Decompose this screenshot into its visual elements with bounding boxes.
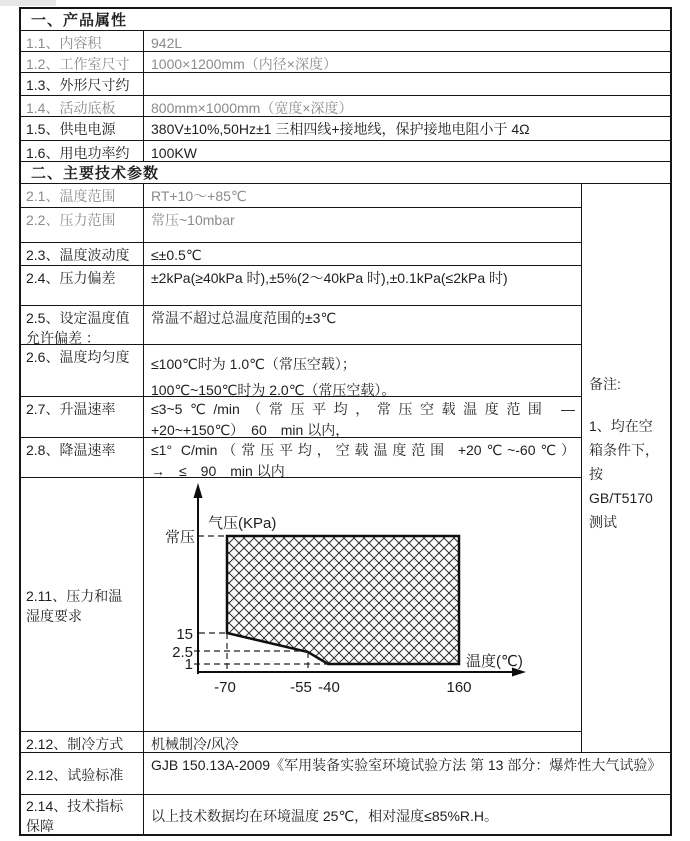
table-row xyxy=(21,731,581,752)
table-row xyxy=(21,752,670,794)
section2-header: 二、主要技术参数 xyxy=(21,161,670,183)
row-1-1-value: 942L xyxy=(151,35,183,51)
row-1-2-label: 1.2、工作室尺寸 xyxy=(21,52,144,72)
row-2-2-label: 2.2、压力范围 xyxy=(21,208,144,242)
row-1-6-value: 100KW xyxy=(151,145,197,161)
row-2-8-value xyxy=(144,438,581,477)
table-row xyxy=(21,184,581,207)
x-tick-minus40: -40 xyxy=(318,679,340,696)
table-row xyxy=(21,305,581,344)
row-2-3-label: 2.3、温度波动度 xyxy=(21,243,144,265)
remarks-title: 备注: xyxy=(589,376,621,392)
table-row xyxy=(21,51,670,72)
row-2-5-value: 常温不超过总温度范围的±3℃ xyxy=(151,310,337,326)
value-line: 100℃~150℃时为 2.0℃（常压空载）。 xyxy=(151,382,396,398)
operating-envelope-region xyxy=(227,536,459,664)
remark-line: 1、均在空 xyxy=(589,418,653,434)
x-tick-minus55: -55 xyxy=(290,679,312,696)
row-2-12b-value: GJB 150.13A-2009《军用装备实验室环境试验方法 第 13 部分：爆炸性大气试验》 xyxy=(151,757,662,773)
remark-line: 测试 xyxy=(589,514,617,530)
table-row xyxy=(21,30,670,51)
table-row xyxy=(21,265,581,305)
remarks-cell xyxy=(581,184,670,752)
row-1-2-value: 1000×1200mm（内径×深度） xyxy=(151,56,337,72)
section2-body xyxy=(21,183,670,752)
y-tick-normal-pressure: 常压 xyxy=(164,529,195,546)
section1-header: 一、产品属性 xyxy=(31,12,128,29)
table-row xyxy=(21,72,670,95)
label-line: 2.11、压力和温 xyxy=(26,587,123,604)
spec-table xyxy=(19,7,672,836)
table-row xyxy=(21,344,581,396)
row-2-3-value: ≤±0.5℃ xyxy=(151,247,202,263)
remark-line: 箱条件下， xyxy=(589,442,659,458)
row-2-5-label xyxy=(21,306,144,344)
label-line: 允许偏差 ： xyxy=(26,330,100,346)
label-line: 湿度要求 xyxy=(26,607,82,624)
x-tick-minus70: -70 xyxy=(214,679,236,696)
row-1-4-value: 800mm×1000mm（宽度×深度） xyxy=(151,100,353,116)
table-row xyxy=(21,794,670,834)
row-2-4-value: ±2kPa(≥40kPa 时),±5%(2～40kPa 时),±0.1kPa(≤2kPa 时) xyxy=(151,270,508,286)
row-2-11-label xyxy=(21,478,144,731)
row-1-5-label: 1.5、供电电源 xyxy=(21,117,144,140)
row-2-2-value: 常压~10mbar xyxy=(151,212,235,228)
value-line: +20~+150℃） 60 min 以内， xyxy=(151,422,350,438)
row-1-1-label: 1.1、内容积 xyxy=(21,31,144,51)
row-2-4-label: 2.4、压力偏差 xyxy=(21,266,144,305)
y-tick-1: 1 xyxy=(184,656,193,673)
row-1-6-label: 1.6、用电功率约 xyxy=(21,141,144,161)
row-2-12a-label: 2.12、制冷方式 xyxy=(21,732,144,752)
row-1-3-value xyxy=(144,73,670,95)
row-2-1-label: 2.1、温度范围 xyxy=(21,184,144,207)
row-2-12a-value: 机械制冷/风冷 xyxy=(151,736,239,752)
row-2-7-label: 2.7、升温速率 xyxy=(21,397,144,437)
x-axis-title: 温度(℃) xyxy=(466,653,523,670)
row-1-3-label: 1.3、外形尺寸约 xyxy=(21,73,144,95)
value-line: ≤3~5℃/min（常压平均，常压空载温度范围 — xyxy=(151,401,575,417)
remark-line: GB/T5170 xyxy=(589,490,653,506)
row-1-5-value: 380V±10%,50Hz±1 三相四线+接地线，保护接地电阻小于 4Ω xyxy=(151,121,530,137)
table-row xyxy=(21,207,581,242)
value-line: → ≤ 90 min 以内 xyxy=(151,463,285,479)
label-line: 2.14、技术指标 xyxy=(26,797,124,814)
remark-line: 按 xyxy=(589,466,603,482)
table-row xyxy=(21,116,670,140)
row-2-6-value xyxy=(144,345,581,396)
value-line: ≤100℃时为 1.0℃（常压空载）； xyxy=(151,356,356,372)
row-2-6-label: 2.6、温度均匀度 xyxy=(21,345,144,396)
table-row xyxy=(21,437,581,477)
table-row xyxy=(21,140,670,161)
y-axis-arrow-icon xyxy=(194,483,203,498)
row-2-12b-label: 2.12、试验标准 xyxy=(21,753,144,794)
table-row xyxy=(21,477,581,731)
row-2-1-value: RT+10～+85℃ xyxy=(151,188,247,204)
y-tick-15: 15 xyxy=(176,626,193,643)
label-line: 2.5、设定温度值 xyxy=(26,310,130,326)
section2-rows xyxy=(21,184,581,752)
envelope-chart xyxy=(144,478,581,732)
x-tick-160: 160 xyxy=(446,679,472,696)
pressure-temperature-diagram xyxy=(144,478,581,731)
row-2-8-label: 2.8、降温速率 xyxy=(21,438,144,477)
row-2-7-value xyxy=(144,397,581,437)
scan-edge-artifact xyxy=(0,0,56,6)
row-1-4-label: 1.4、活动底板 xyxy=(21,96,144,116)
y-axis-title: 气压(KPa) xyxy=(208,515,277,532)
y-tick-2-5: 2.5 xyxy=(172,644,193,661)
table-row xyxy=(21,242,581,265)
table-row xyxy=(21,95,670,116)
label-line: 保障 xyxy=(26,817,54,834)
value-line: ≤1° C/min（常压平均，空载温度范围 +20℃~-60℃） xyxy=(151,442,575,458)
row-2-14-value: 以上技术数据均在环境温度 25℃，相对湿度≤85%R.H。 xyxy=(151,807,498,824)
table-row xyxy=(21,396,581,437)
row-2-14-label xyxy=(21,795,144,834)
